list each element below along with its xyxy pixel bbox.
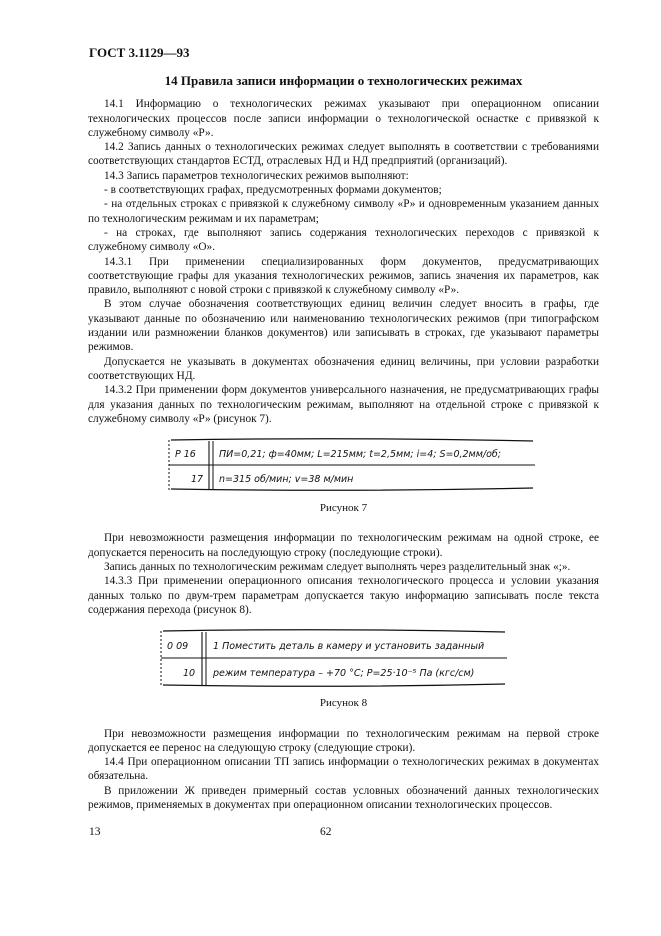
figure-8-form	[159, 628, 509, 688]
section-title: 14 Правила записи информации о технологических режимах	[164, 73, 523, 88]
figure-8-row1-text: 1 Поместить деталь в камеру и установить заданный	[213, 641, 485, 653]
figure-7	[167, 437, 599, 493]
paragraph-transfer: При невозможности размещения информации по технологическим режимам на одной строке, ее допускается переносить на последующую строку (последующие строки).	[88, 532, 599, 559]
page-content	[88, 73, 599, 812]
page-number: 62	[320, 826, 332, 838]
figure-7-row2-code: 17	[191, 474, 204, 486]
footer-left-number: 13	[89, 826, 101, 838]
list-item-separate-lines: - на отдельных строках с привязкой к служебному символу «Р» и одновременным указанием данных по технологическим режимам и их параметрам;	[88, 198, 599, 225]
paragraph-appendix-zh: В приложении Ж приведен примерный состав условных обозначений данных технологических режимов, применяемых в документах при операционном описании технологических процессов.	[88, 784, 599, 811]
figure-8-row1-code: 0 09	[167, 641, 189, 653]
paragraph-14-3: 14.3 Запись параметров технологических режимов выполняют:	[104, 169, 409, 182]
paragraph-units-omit: Допускается не указывать в документах обозначения единиц величины, при условии разработки соответствующих НД.	[88, 355, 599, 382]
figure-8-row2-code: 10	[183, 668, 196, 680]
paragraph-14-1: 14.1 Информацию о технологических режимах указывают при операционном описании технологических процессов после записи информации о технологической оснастке с привязкой к служебному символу «Р».	[88, 98, 599, 139]
figure-7-caption: Рисунок 7	[319, 502, 368, 515]
document-code: ГОСТ 3.1129—93	[89, 45, 190, 60]
paragraph-14-4: 14.4 При операционном описании ТП запись информации о технологических режимах в документах обязательна.	[88, 756, 599, 783]
figure-7-row1-text: ПИ=0,21; ф=40мм; L=215мм; t=2,5мм; i=4; S=0,2мм/об;	[219, 449, 501, 461]
list-item-columns: - в соответствующих графах, предусмотренных формами документов;	[104, 184, 442, 197]
figure-8-row2-text: режим температура – +70 °С; P=25·10⁻⁵ Па (кгс/см)	[213, 668, 475, 680]
paragraph-14-3-3: 14.3.3 При применении операционного описания технологического процесса и условии указания данных только по двум-трем параметрам допускается такую информацию записывать после текста содержания перехода (рисунок 8).	[88, 575, 599, 616]
figure-8	[159, 628, 599, 688]
paragraph-transfer-first-line: При невозможности размещения информации по технологическим режимам на первой строке допускается ее перенос на следующую строку (следующие строки).	[88, 727, 599, 754]
paragraph-units: В этом случае обозначения соответствующих единиц величин следует вносить в графы, где указывают данные по обозначению или наименованию технологических режимов (при типографском издании или размножении бланков документов) или записывать в строках, где указывают параметры режимов.	[88, 298, 599, 354]
paragraph-separator: Запись данных по технологическим режимам следует выполнять через разделительный знак «;».	[104, 561, 571, 574]
figure-8-caption: Рисунок 8	[319, 697, 368, 710]
paragraph-14-3-1: 14.3.1 При применении специализированных форм документов, предусматривающих соответствующие графы для указания технологических режимов, запись значения их параметров, как правило, выполняют с новой строки с привязкой к служебному символу «Р».	[88, 255, 599, 297]
paragraph-14-3-2: 14.3.2 При применении форм документов универсального назначения, не предусматривающих графы для указания данных по технологическим режимам, выполняют на отдельной строке с привязкой к служебному символу «Р» (рисунок 7).	[88, 384, 599, 425]
list-item-step-lines: - на строках, где выполняют запись содержания технологических переходов с привязкой к служебному символу «О».	[88, 226, 599, 254]
figure-7-form	[167, 437, 537, 493]
figure-7-row1-code: Р 16	[175, 449, 196, 461]
paragraph-14-2: 14.2 Запись данных о технологических режимах следует выполнять в соответствии с требованиями соответствующих стандартов ЕСТД, отраслевых НД и НД предприятий (организаций).	[88, 141, 599, 168]
figure-7-row2-text: n=315 об/мин; v=38 м/мин	[219, 474, 354, 486]
